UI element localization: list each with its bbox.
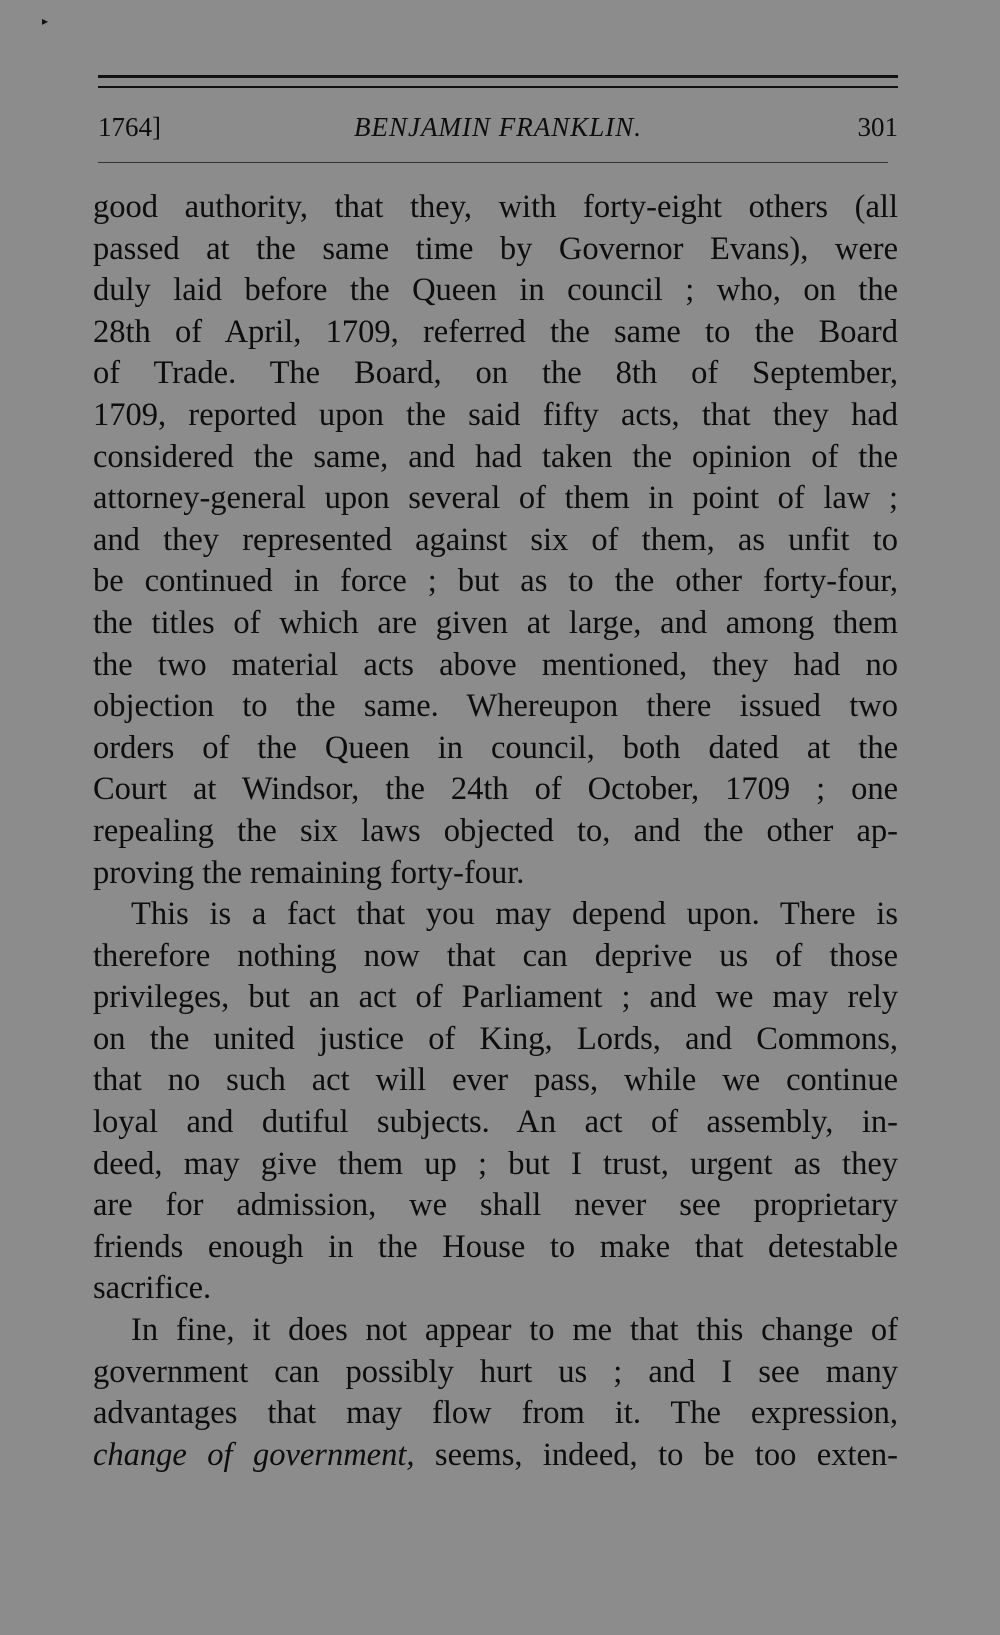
text-line: loyal and dutiful subjects. An act of assembly, in- [93,1104,898,1141]
text-line: considered the same, and had taken the opinion of the [93,438,898,475]
paragraph-start-line: In fine, it does not appear to me that this change of [131,1312,898,1349]
text-line: of Trade. The Board, on the 8th of September, [93,355,898,392]
text-line: Court at Windsor, the 24th of October, 1709 ; one [93,771,898,808]
final-line-rest: seems, indeed, to be too exten- [414,1436,898,1473]
text-line: passed at the same time by Governor Evans), were [93,230,898,267]
paragraph-end-line: sacrifice. [93,1270,212,1307]
text-line: the two material acts above mentioned, they had no [93,646,898,683]
top-rule-thin [98,86,898,88]
text-line: friends enough in the House to make that detestable [93,1228,898,1265]
text-line: the titles of which are given at large, and among them [93,604,898,641]
text-line: objection to the same. Whereupon there issued two [93,688,898,725]
paragraph-start-line: This is a fact that you may depend upon. There is [131,896,898,933]
text-line: be continued in force ; but as to the other forty-four, [93,563,898,600]
page-body [93,187,898,1476]
text-line: are for admission, we shall never see proprietary [93,1187,898,1224]
text-line: therefore nothing now that can deprive us of those [93,937,898,974]
text-line: privileges, but an act of Parliament ; and we may rely [93,979,898,1016]
text-line: government can possibly hurt us ; and I see many [93,1353,898,1390]
text-line: attorney-general upon several of them in point of law ; [93,480,898,517]
header-title: BENJAMIN FRANKLIN. [354,112,642,142]
text-line: that no such act will ever pass, while we continue [93,1062,898,1099]
header-year: 1764] [98,112,161,142]
text-line: on the united justice of King, Lords, and Commons, [93,1020,898,1057]
italic-phrase: change of government, [93,1436,415,1473]
page-speck: ▸ [42,14,49,28]
top-rule-thick [98,75,898,78]
text-line: duly laid before the Queen in council ; who, on the [93,272,898,309]
text-line-final [93,1435,898,1477]
text-line: advantages that may flow from it. The expression, [93,1395,898,1432]
header-rule [98,162,888,163]
text-line: deed, may give them up ; but I trust, urgent as they [93,1145,898,1182]
page-number: 301 [857,112,898,142]
text-line: 1709, reported upon the said fifty acts, that they had [93,396,898,433]
paragraph-end-line: proving the remaining forty-four. [93,854,525,891]
text-line: good authority, that they, with forty-eight others (all [93,189,898,225]
text-line: repealing the six laws objected to, and the other ap- [93,812,898,849]
running-header [98,112,898,152]
text-line: 28th of April, 1709, referred the same to the Board [93,313,898,350]
text-line: orders of the Queen in council, both dated at the [93,729,898,766]
text-line: and they represented against six of them, as unfit to [93,521,898,558]
